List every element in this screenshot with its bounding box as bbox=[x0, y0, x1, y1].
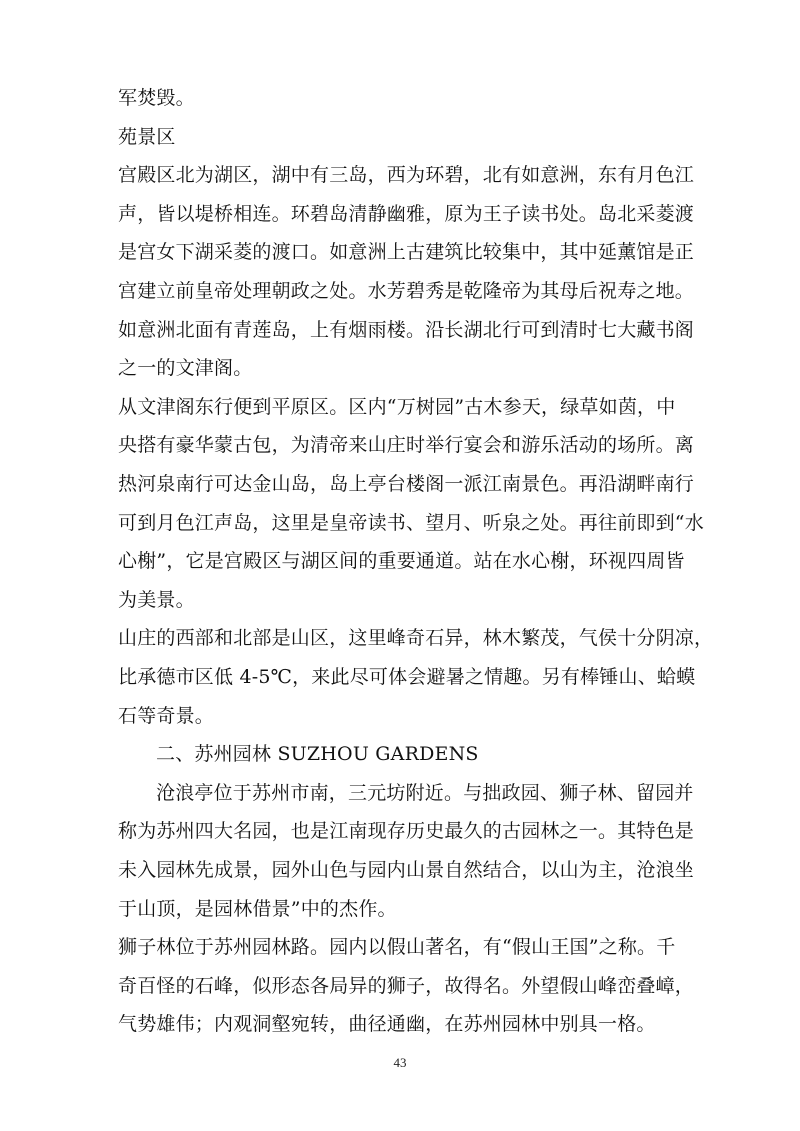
section-heading: 二、苏州园林 SUZHOU GARDENS bbox=[156, 743, 479, 766]
text-line: 石等奇景。 bbox=[118, 704, 215, 727]
text-line: 奇百怪的石峰，似形态各局异的狮子，故得名。外望假山峰峦叠嶂， bbox=[118, 974, 695, 997]
text-line: 是宫女下湖采菱的渡口。如意洲上古建筑比较集中，其中延薰馆是正 bbox=[118, 241, 695, 264]
text-line: 狮子林位于苏州园林路。园内以假山著名，有“假山王国”之称。千 bbox=[118, 936, 676, 959]
text-line: 央搭有豪华蒙古包，为清帝来山庄时举行宴会和游乐活动的场所。离 bbox=[118, 434, 695, 457]
text-line: 宫建立前皇帝处理朝政之处。水芳碧秀是乾隆帝为其母后祝寿之地。 bbox=[118, 280, 695, 302]
text-line: 称为苏州四大名园，也是江南现存历史最久的古园林之一。其特色是 bbox=[118, 820, 695, 843]
page-number: 43 bbox=[393, 1055, 407, 1070]
text-line: 心榭”，它是宫殿区与湖区间的重要通道。站在水心榭，环视四周皆 bbox=[118, 550, 685, 573]
text-line: 从文津阁东行便到平原区。区内“万树园”古木参天，绿草如茵，中 bbox=[118, 395, 676, 418]
text-line: 山庄的西部和北部是山区，这里峰奇石异，林木繁茂，气侯十分阴凉， bbox=[118, 627, 714, 650]
text-line: 宫殿区北为湖区，湖中有三岛，西为环碧，北有如意洲，东有月色江 bbox=[118, 164, 695, 187]
text-line: 于山顶，是园林借景”中的杰作。 bbox=[118, 897, 397, 920]
text-line: 声，皆以堤桥相连。环碧岛清静幽雅，原为王子读书处。岛北采菱渡 bbox=[118, 202, 695, 225]
text-line: 热河泉南行可达金山岛，岛上亭台楼阁一派江南景色。再沿湖畔南行 bbox=[118, 473, 695, 495]
text-line: 未入园林先成景，园外山色与园内山景自然结合，以山为主，沧浪坐 bbox=[118, 859, 695, 881]
text-line: 之一的文津阁。 bbox=[118, 357, 253, 380]
text-line: 军焚毁。 bbox=[118, 87, 195, 109]
text-line: 比承德市区低 4-5℃，来此尽可体会避暑之情趣。另有棒锤山、蛤蟆 bbox=[118, 666, 696, 688]
text-line: 如意洲北面有青莲岛，上有烟雨楼。沿长湖北行可到清时七大藏书阁 bbox=[118, 318, 695, 341]
section-heading: 苑景区 bbox=[118, 125, 176, 148]
text-line: 气势雄伟；内观洞壑宛转，曲径通幽，在苏州园林中别具一格。 bbox=[118, 1013, 656, 1036]
text-line: 为美景。 bbox=[118, 588, 195, 611]
text-line: 沧浪亭位于苏州市南，三元坊附近。与拙政园、狮子林、留园并 bbox=[156, 781, 694, 804]
text-line: 可到月色江声岛，这里是皇帝读书、望月、听泉之处。再往前即到“水 bbox=[118, 511, 704, 534]
